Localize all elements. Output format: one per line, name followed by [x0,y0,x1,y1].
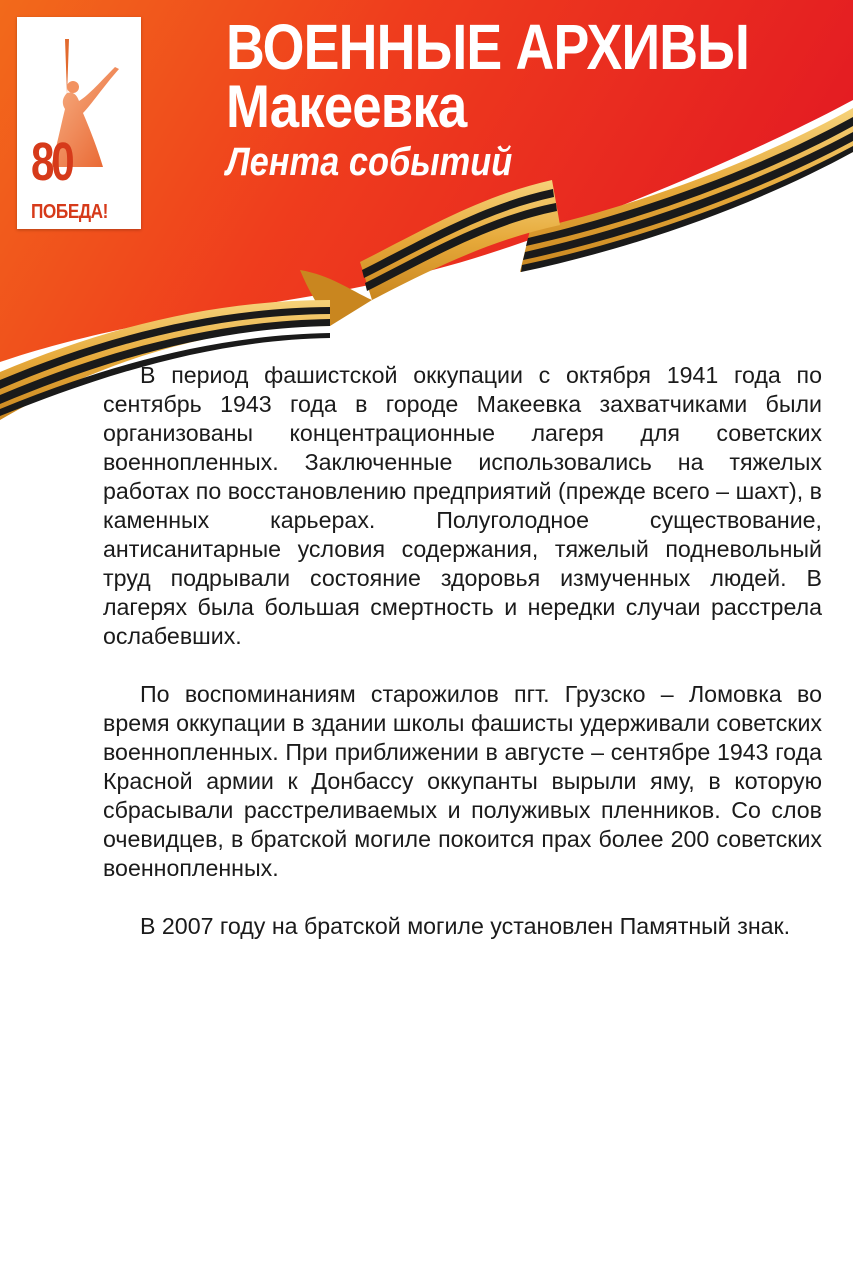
logo-word: ПОБЕДА! [31,201,108,223]
page-title-city: Макеевка [226,73,467,140]
logo-number: 80 [31,132,72,192]
article-body [103,361,822,970]
paragraph-3: В 2007 году на братской могиле установлен Памятный знак. [140,913,791,939]
paragraph-2: По воспоминаниям старожилов пгт. Грузско – Ломовка во время оккупации в здании школы фашисты удерживали советских военнопленных. При приближении в августе – сентябре 1943 года Красной армии к Донбассу оккупанты вырыли яму, в которую сбрасывали расстреливаемых и полуживых пленников. Со слов очевидцев, в братской могиле покоится прах более 200 советских военнопленных. [103,681,822,881]
page-title: ВОЕННЫЕ АРХИВЫ [226,11,750,83]
motherland-statue-icon [17,17,141,229]
page-subtitle: Лента событий [226,140,513,184]
victory-80-logo [17,17,141,229]
paragraph-1: В период фашистской оккупации с октября 1941 года по сентябрь 1943 года в городе Макеевка захватчиками были организованы концентрационные лагеря для советских военнопленных. Заключенные использовались на тяжелых работах по восстановлению предприятий (прежде всего – шахт), в каменных карьерах. Полуголодное существование, антисанитарные условия содержания, тяжелый подневольный труд подрывали состояние здоровья измученных людей. В лагерях была большая смертность и нередки случаи расстрела ослабевших. [103,362,822,649]
